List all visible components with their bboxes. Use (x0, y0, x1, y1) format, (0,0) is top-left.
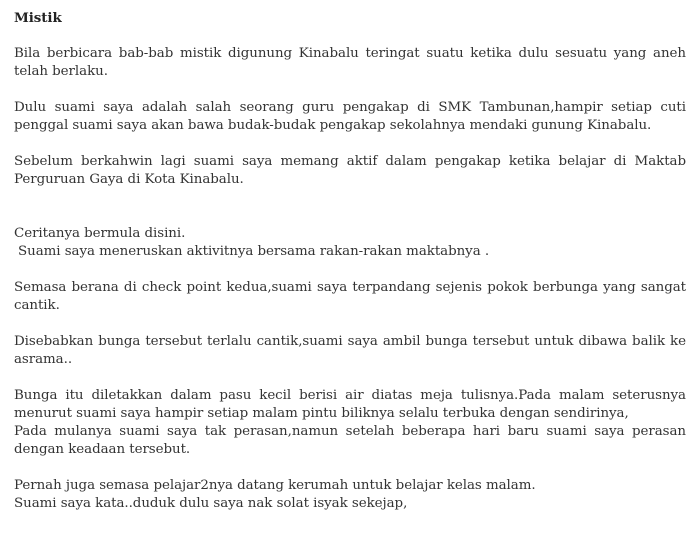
paragraph-5 (14, 279, 686, 315)
paragraph-8-line-1: Pernah juga semasa pelajar2nya datang kerumah untuk belajar kelas malam. (14, 478, 536, 493)
paragraph-6 (14, 333, 686, 369)
paragraph-7-line-3: Pada mulanya suami saya tak perasan,namun setelah beberapa hari baru suami saya perasan (14, 424, 686, 439)
paragraph-2-line-2: penggal suami saya akan bawa budak-budak pengakap sekolahnya mendaki gunung Kinabalu. (14, 118, 652, 133)
paragraph-2 (14, 99, 686, 135)
article-title: Mistik (14, 10, 62, 26)
paragraph-2-line-1: Dulu suami saya adalah salah seorang guru pengakap di SMK Tambunan,hampir setiap cuti (14, 100, 686, 115)
paragraph-3-line-2: Perguruan Gaya di Kota Kinabalu. (14, 172, 244, 187)
paragraph-7-line-4: dengan keadaan tersebut. (14, 442, 191, 457)
paragraph-6-line-2: asrama.. (14, 352, 73, 367)
paragraph-8 (14, 477, 686, 513)
paragraph-7-line-1: Bunga itu diletakkan dalam pasu kecil berisi air diatas meja tulisnya.Pada malam seterusnya (14, 388, 686, 403)
paragraph-4-line-2: Suami saya meneruskan aktivitnya bersama rakan-rakan maktabnya . (18, 244, 490, 259)
paragraph-7-line-2: menurut suami saya hampir setiap malam pintu biliknya selalu terbuka dengan sendirinya, (14, 406, 629, 421)
paragraph-1 (14, 45, 686, 81)
paragraph-8-line-2: Suami saya kata..duduk dulu saya nak solat isyak sekejap, (14, 496, 408, 511)
article-body (14, 9, 686, 531)
paragraph-4 (14, 225, 686, 261)
paragraph-1-line-1: Bila berbicara bab-bab mistik digunung Kinabalu teringat suatu ketika dulu sesuatu yang aneh (14, 46, 686, 61)
blank-line (14, 207, 686, 225)
paragraph-3-line-1: Sebelum berkahwin lagi suami saya memang aktif dalam pengakap ketika belajar di Maktab (14, 154, 686, 169)
paragraph-5-line-1: Semasa berana di check point kedua,suami saya terpandang sejenis pokok berbunga yang sangat (14, 280, 686, 295)
paragraph-3 (14, 153, 686, 189)
paragraph-6-line-1: Disebabkan bunga tersebut terlalu cantik,suami saya ambil bunga tersebut untuk dibawa balik ke (14, 334, 686, 349)
paragraph-7 (14, 387, 686, 459)
paragraph-5-line-2: cantik. (14, 298, 60, 313)
paragraph-4-line-1: Ceritanya bermula disini. (14, 226, 186, 241)
paragraph-1-line-2: telah berlaku. (14, 64, 108, 79)
